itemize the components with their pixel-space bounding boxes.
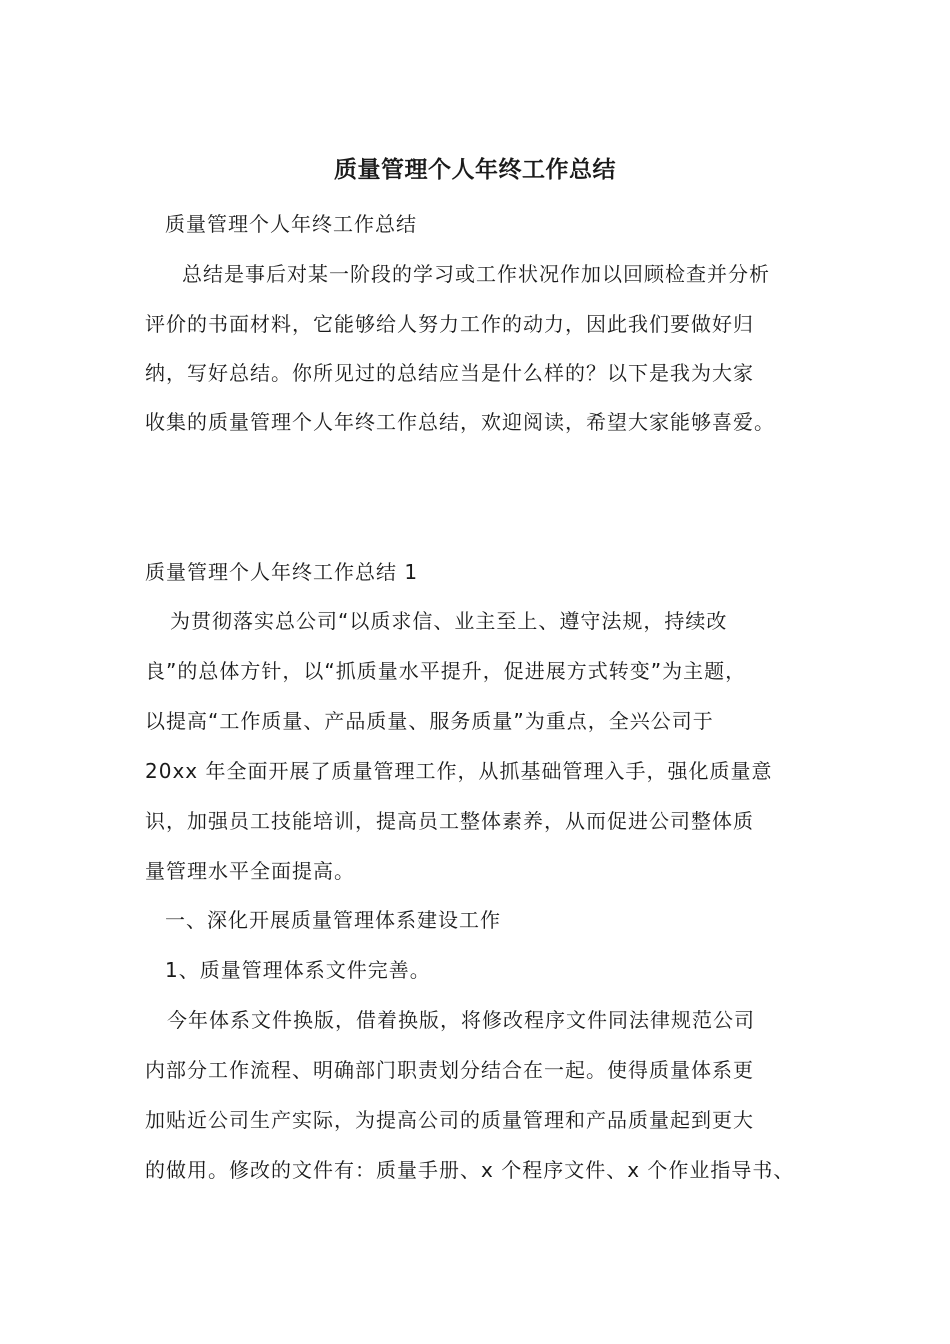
paragraph-line: 20xx 年全面开展了质量管理工作，从抓基础管理入手，强化质量意 [145, 759, 773, 783]
subtitle-line: 质量管理个人年终工作总结 [165, 212, 417, 236]
paragraph-line: 识，加强员工技能培训，提高员工整体素养，从而促进公司整体质 [145, 809, 754, 833]
section-heading: 质量管理个人年终工作总结 1 [145, 560, 419, 584]
paragraph-line: 以提高“工作质量、产品质量、服务质量”为重点，全兴公司于 [145, 709, 714, 733]
intro-line: 评价的书面材料，它能够给人努力工作的动力，因此我们要做好归 [145, 312, 754, 336]
intro-line: 总结是事后对某一阶段的学习或工作状况作加以回顾检查并分析 [182, 262, 770, 286]
intro-line: 纳，写好总结。你所见过的总结应当是什么样的？以下是我为大家 [145, 361, 754, 385]
intro-line: 收集的质量管理个人年终工作总结，欢迎阅读，希望大家能够喜爱。 [145, 410, 775, 434]
paragraph-line: 今年体系文件换版，借着换版，将修改程序文件同法律规范公司 [167, 1008, 755, 1032]
paragraph-line: 内部分工作流程、明确部门职责划分结合在一起。使得质量体系更 [145, 1058, 754, 1082]
paragraph-line: 的做用。修改的文件有：质量手册、x 个程序文件、x 个作业指导书、 [145, 1158, 795, 1182]
subheading: 一、深化开展质量管理体系建设工作 [165, 908, 501, 932]
paragraph-line: 加贴近公司生产实际，为提高公司的质量管理和产品质量起到更大 [145, 1108, 754, 1132]
paragraph-line: 为贯彻落实总公司“以质求信、业主至上、遵守法规，持续改 [170, 609, 728, 633]
subheading: 1、质量管理体系文件完善。 [165, 958, 431, 982]
paragraph-line: 良”的总体方针，以“抓质量水平提升，促进展方式转变”为主题， [145, 659, 747, 683]
document-title: 质量管理个人年终工作总结 [334, 157, 616, 183]
paragraph-line: 量管理水平全面提高。 [145, 859, 355, 883]
